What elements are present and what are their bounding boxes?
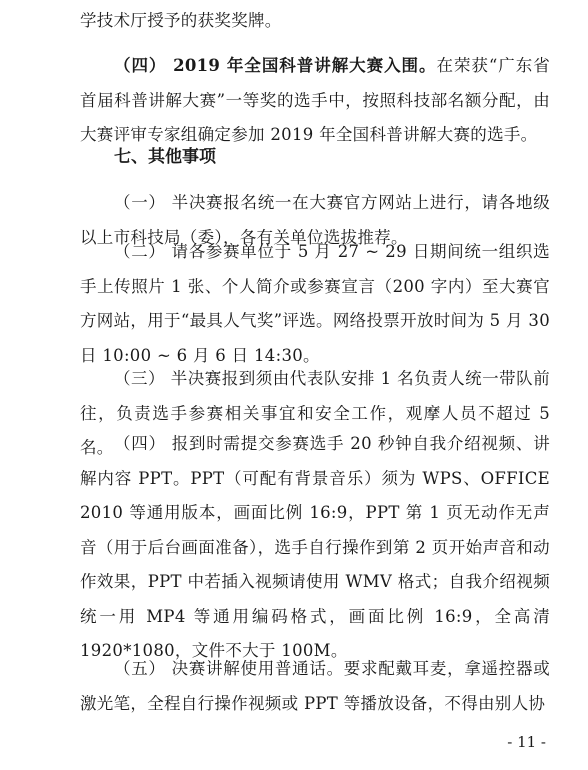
paragraph-registration: （一） 半决赛报名统一在大赛官方网站上进行，请各地级以上市科技局（委），各有关单位选拔推荐。 (80, 193, 550, 247)
paragraph-national-contest-lead: （四） 2019 年全国科普讲解大赛入围。 (114, 56, 437, 75)
section-heading-other-matters: 七、其他事项 (114, 147, 216, 167)
paragraph-team-leader: （三） 半决赛报到须由代表队安排 1 名负责人统一带队前往，负责选手参赛相关事宜和安全工作，观摩人员不超过 5 名。 (80, 369, 550, 457)
paragraph-final-speech: （五） 决赛讲解使用普通话。要求配戴耳麦，拿遥控器或激光笔，全程自行操作视频或 PPT 等播放设备，不得由别人协 (80, 659, 550, 713)
paragraph-national-contest (80, 49, 550, 153)
paragraph-award-plaque: 学技术厅授予的获奖奖牌。 (80, 11, 282, 30)
paragraph-ppt-requirements: （四） 报到时需提交参赛选手 20 秒钟自我介绍视频、讲解内容 PPT。PPT（可配有背景音乐）须为 WPS、OFFICE 2010 等通用版本，画面比例 16:9，PPT 第 1 页无动作无声音（用于后台画面准备），选手自行操作到第 2 页开始声音和动作效果，PPT 中若插入视频请使用 WMV 格式；自我介绍视频统一用 MP4 等通用编码格式，画面比例 16:9，全高清 1920*1080，文件不大于 100M。 (80, 434, 550, 660)
paragraph-national-contest-body: 在荣获“广东省首届科普讲解大赛”一等奖的选手中，按照科技部名额分配，由大赛评审专家组确定参加 2019 年全国科普讲解大赛的选手。 (80, 56, 550, 144)
page-number: - 11 - (507, 733, 546, 751)
paragraph-photo-upload: （二） 请各参赛单位于 5 月 27 ~ 29 日期间统一组织选手上传照片 1 张、个人简介或参赛宣言（200 字内）至大赛官方网站，用于“最具人气奖”评选。网络投票开放时间为 5 月 30 日 10:00 ~ 6 月 6 日 14:30。 (80, 242, 550, 365)
